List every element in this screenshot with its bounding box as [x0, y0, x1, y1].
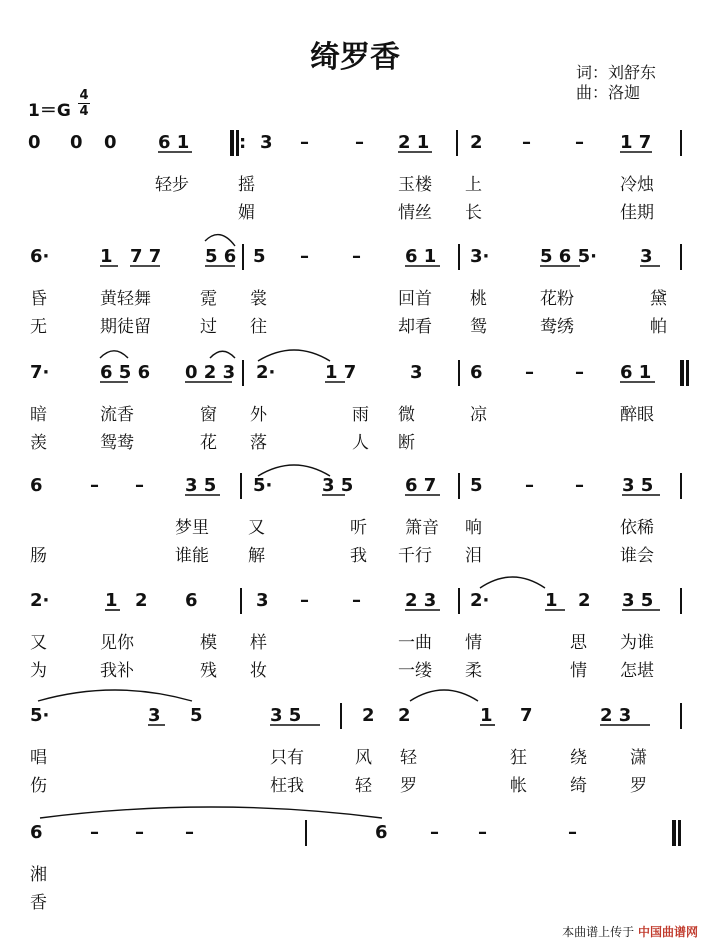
lyric-word: 裳	[250, 289, 267, 309]
lyric-line-1	[0, 513, 710, 537]
lyric-word: 解	[248, 546, 265, 566]
lyric-word: 罗	[400, 776, 417, 796]
repeat-colon: :	[239, 132, 247, 153]
note: 5	[470, 475, 483, 496]
lyric-word: 微	[398, 405, 415, 425]
barline	[230, 130, 236, 156]
note: 6 1	[620, 362, 652, 383]
lyric-word: 情	[570, 661, 587, 681]
lyric-word: 媚	[238, 203, 255, 223]
lyric-word: 只有	[270, 748, 304, 768]
lyric-word: 千行	[398, 546, 432, 566]
lyric-word: 妆	[250, 661, 267, 681]
note: 1	[105, 590, 118, 611]
lyric-word: 却看	[398, 317, 432, 337]
lyric-line-2	[0, 312, 710, 336]
lyric-word: 泪	[465, 546, 482, 566]
barline	[305, 820, 307, 846]
note: 2 3	[405, 590, 437, 611]
lyric-word: 鸳	[470, 317, 487, 337]
note: 2 1	[398, 132, 430, 153]
lyric-word: 无	[30, 317, 47, 337]
lyric-word: 轻步	[155, 175, 189, 195]
notes-line	[0, 475, 710, 511]
barline	[458, 473, 460, 499]
barline	[458, 244, 460, 270]
lyric-word: 暗	[30, 405, 47, 425]
lyric-line-1	[0, 284, 710, 308]
lyric-line-1	[0, 628, 710, 652]
lyric-word: 柔	[465, 661, 482, 681]
note: 6·	[30, 246, 50, 267]
slur	[100, 351, 128, 358]
lyric-word: 又	[248, 518, 265, 538]
lyric-word: 伤	[30, 776, 47, 796]
lyric-word: 外	[250, 405, 267, 425]
lyric-word: 昏	[30, 289, 47, 309]
lyric-word: 一曲	[398, 633, 432, 653]
lyric-word: 长	[465, 203, 482, 223]
slur	[410, 690, 478, 701]
slur	[210, 351, 235, 358]
note: 5 6 5·	[540, 246, 597, 267]
barline	[242, 360, 244, 386]
lyric-word: 人	[352, 433, 369, 453]
lyric-word: 醉眼	[620, 405, 654, 425]
note: 2·	[256, 362, 276, 383]
lyric-word: 玉楼	[398, 175, 432, 195]
notes-line	[0, 362, 710, 398]
barline	[340, 703, 342, 729]
notes-line	[0, 590, 710, 626]
lyric-word: 残	[200, 661, 217, 681]
note: 2	[578, 590, 591, 611]
barline	[458, 360, 460, 386]
lyric-line-1	[0, 860, 710, 884]
note: –	[185, 822, 194, 843]
note: 0	[104, 132, 117, 153]
lyric-word: 听	[350, 518, 367, 538]
note: 1 7	[325, 362, 357, 383]
note: 0 2 3	[185, 362, 236, 383]
lyric-word: 风	[355, 748, 372, 768]
note: –	[135, 822, 144, 843]
slur	[480, 577, 545, 588]
slur	[38, 690, 192, 701]
lyric-word: 谁会	[620, 546, 654, 566]
footer-brand: 中国曲谱网	[637, 925, 698, 939]
note: 1	[100, 246, 113, 267]
lyric-word: 情	[465, 633, 482, 653]
note: 3	[260, 132, 273, 153]
note: –	[300, 132, 309, 153]
note: –	[300, 246, 309, 267]
note: –	[575, 132, 584, 153]
footer-text: 本曲谱上传于	[562, 925, 635, 939]
lyric-word: 回首	[398, 289, 432, 309]
note: 3 5	[322, 475, 354, 496]
lyric-line-1	[0, 743, 710, 767]
note: 3	[410, 362, 423, 383]
barline	[672, 820, 678, 846]
note: 3 5	[270, 705, 302, 726]
lyric-line-1	[0, 170, 710, 194]
barline	[680, 588, 682, 614]
lyric-word: 狂	[510, 748, 527, 768]
slur	[40, 807, 382, 818]
lyric-word: 谁能	[175, 546, 209, 566]
note: 7·	[30, 362, 50, 383]
credits	[576, 63, 656, 103]
note: –	[352, 590, 361, 611]
song-title: 绮罗香	[310, 40, 400, 75]
note: –	[90, 822, 99, 843]
note: 6	[30, 475, 43, 496]
note: 6 1	[158, 132, 190, 153]
notes-line	[0, 132, 710, 168]
lyric-word: 窗	[200, 405, 217, 425]
lyric-word: 过	[200, 317, 217, 337]
barline	[680, 703, 682, 729]
lyric-word: 桃	[470, 289, 487, 309]
lyric-word: 花粉	[540, 289, 574, 309]
note: 5	[190, 705, 203, 726]
lyric-word: 模	[200, 633, 217, 653]
lyric-word: 绕	[570, 748, 587, 768]
lyric-word: 潇	[630, 748, 647, 768]
lyric-word: 样	[250, 633, 267, 653]
lyric-word: 肠	[30, 546, 47, 566]
note: –	[522, 132, 531, 153]
note: 2·	[30, 590, 50, 611]
lyric-word: 绮	[570, 776, 587, 796]
lyric-word: 一缕	[398, 661, 432, 681]
note: –	[478, 822, 487, 843]
lyric-line-2	[0, 888, 710, 912]
note: 3 5	[622, 590, 654, 611]
lyric-word: 摇	[238, 175, 255, 195]
lyric-word: 黄轻舞	[100, 289, 151, 309]
note: –	[575, 362, 584, 383]
lyric-word: 见你	[100, 633, 134, 653]
note: 3	[640, 246, 653, 267]
barline	[680, 473, 682, 499]
key-signature: 1＝G	[28, 101, 71, 121]
lyric-word: 花	[200, 433, 217, 453]
lyric-word: 为	[30, 661, 47, 681]
note: 0	[28, 132, 41, 153]
time-signature-bottom: 4	[79, 104, 89, 119]
barline	[680, 130, 682, 156]
note: 6	[375, 822, 388, 843]
note: –	[525, 362, 534, 383]
lyric-word: 帐	[510, 776, 527, 796]
notes-line	[0, 822, 710, 858]
note: 2·	[470, 590, 490, 611]
note: –	[90, 475, 99, 496]
time-signature	[78, 88, 90, 119]
lyric-word: 又	[30, 633, 47, 653]
note: 5	[253, 246, 266, 267]
barline	[458, 588, 460, 614]
lyric-word: 凉	[470, 405, 487, 425]
lyric-line-2	[0, 428, 710, 452]
note: 3 5	[185, 475, 217, 496]
note: 1	[480, 705, 493, 726]
note: 7	[520, 705, 533, 726]
lyric-word: 冷烛	[620, 175, 654, 195]
lyric-word: 我	[350, 546, 367, 566]
note: 5·	[30, 705, 50, 726]
lyric-word: 羡	[30, 433, 47, 453]
barline	[240, 588, 242, 614]
note: 6	[185, 590, 198, 611]
note: –	[300, 590, 309, 611]
lyric-line-2	[0, 656, 710, 680]
note: 5·	[253, 475, 273, 496]
lyric-word: 鸳鸯	[100, 433, 134, 453]
barline	[456, 130, 458, 156]
lyric-word: 香	[30, 893, 47, 913]
note: –	[525, 475, 534, 496]
lyric-word: 唱	[30, 748, 47, 768]
lyric-word: 罗	[630, 776, 647, 796]
note: 6 5 6	[100, 362, 151, 383]
lyric-word: 湘	[30, 865, 47, 885]
note: 2	[398, 705, 411, 726]
lyric-word: 佳期	[620, 203, 654, 223]
barline	[680, 244, 682, 270]
note: –	[135, 475, 144, 496]
note: 6	[470, 362, 483, 383]
barline	[680, 360, 686, 386]
barline	[242, 244, 244, 270]
barline	[240, 473, 242, 499]
time-signature-top: 4	[79, 88, 89, 103]
lyric-word: 雨	[352, 405, 369, 425]
lyric-word: 轻	[355, 776, 372, 796]
note: 1	[545, 590, 558, 611]
slur	[205, 235, 235, 246]
note: –	[568, 822, 577, 843]
lyric-word: 落	[250, 433, 267, 453]
lyric-word: 鸯绣	[540, 317, 574, 337]
lyric-word: 帕	[650, 317, 667, 337]
lyric-word: 情丝	[398, 203, 432, 223]
lyric-word: 依稀	[620, 518, 654, 538]
note: 2	[470, 132, 483, 153]
notes-line	[0, 705, 710, 741]
lyric-word: 往	[250, 317, 267, 337]
note: –	[355, 132, 364, 153]
note: 6	[30, 822, 43, 843]
note: 2	[135, 590, 148, 611]
slur	[258, 350, 330, 361]
note: 5 6	[205, 246, 237, 267]
note: 6 1	[405, 246, 437, 267]
note: –	[430, 822, 439, 843]
lyric-line-1	[0, 400, 710, 424]
lyric-word: 箫音	[405, 518, 439, 538]
note: 7 7	[130, 246, 162, 267]
footer	[562, 923, 698, 940]
lyric-word: 黛	[650, 289, 667, 309]
note: 2 3	[600, 705, 632, 726]
lyric-word: 响	[465, 518, 482, 538]
lyric-word: 流香	[100, 405, 134, 425]
lyric-line-2	[0, 198, 710, 222]
note: 2	[362, 705, 375, 726]
lyric-word: 枉我	[270, 776, 304, 796]
lyric-word: 轻	[400, 748, 417, 768]
lyric-word: 期徒留	[100, 317, 151, 337]
note: 3	[148, 705, 161, 726]
note: 1 7	[620, 132, 652, 153]
note: 3	[256, 590, 269, 611]
note: 6 7	[405, 475, 437, 496]
lyricist: 词：刘舒东	[576, 63, 657, 82]
lyric-word: 怎堪	[620, 661, 654, 681]
note: 0	[70, 132, 83, 153]
notes-line	[0, 246, 710, 282]
lyric-word: 霓	[200, 289, 217, 309]
lyric-word: 断	[398, 433, 415, 453]
lyric-line-2	[0, 771, 710, 795]
lyric-word: 思	[570, 633, 587, 653]
lyric-word: 我补	[100, 661, 134, 681]
composer: 曲：洛迦	[576, 83, 641, 102]
note: –	[352, 246, 361, 267]
lyric-word: 梦里	[175, 518, 209, 538]
lyric-word: 上	[465, 175, 482, 195]
note: –	[575, 475, 584, 496]
lyric-line-2	[0, 541, 710, 565]
lyric-word: 为谁	[620, 633, 654, 653]
note: 3 5	[622, 475, 654, 496]
note: 3·	[470, 246, 490, 267]
